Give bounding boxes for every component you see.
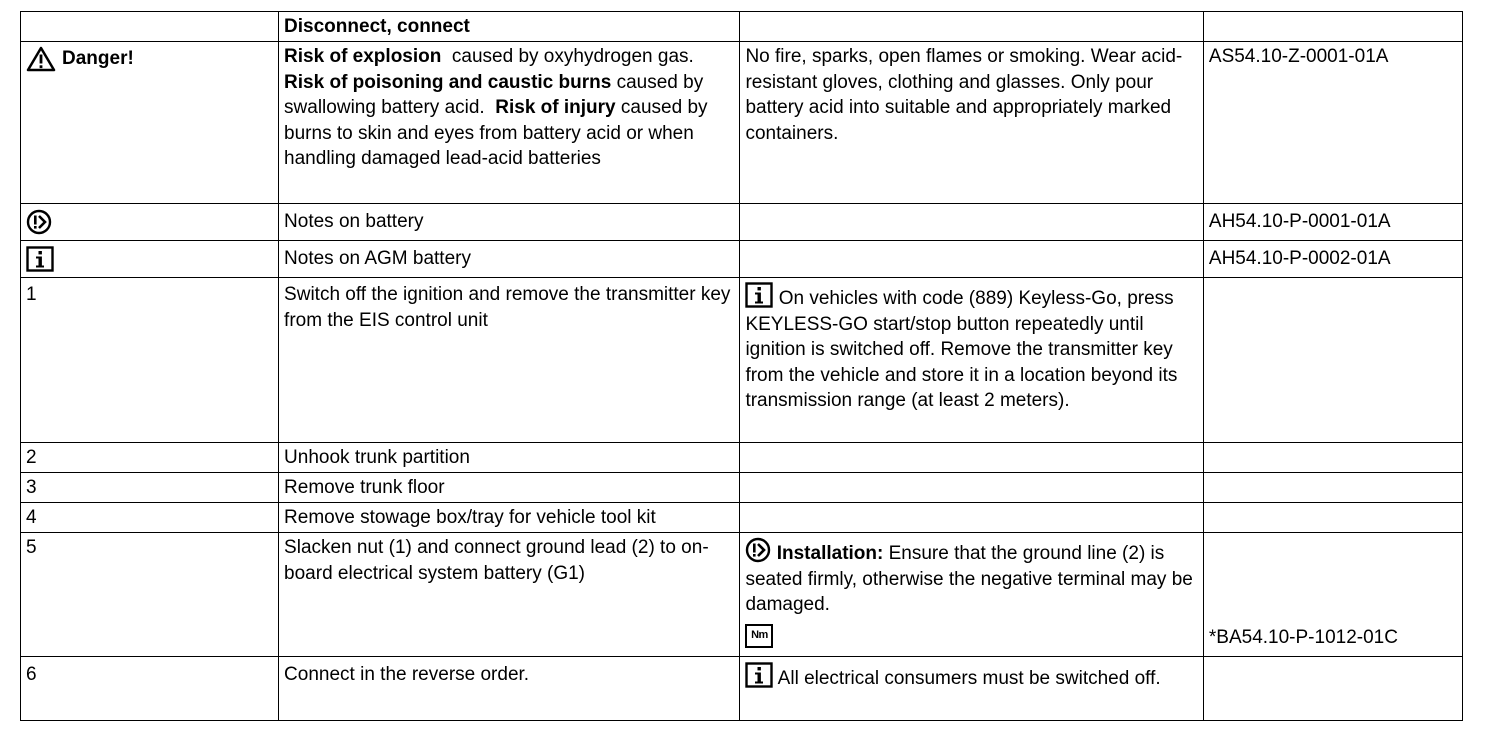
warning-triangle-icon — [26, 46, 56, 72]
step-number: 2 — [21, 443, 279, 473]
step-ref — [1203, 657, 1462, 721]
note-row — [21, 204, 1463, 241]
danger-label: Danger! — [62, 48, 134, 70]
step-action: Unhook trunk partition — [279, 443, 740, 473]
step-ref — [1203, 278, 1462, 443]
step-action: Remove trunk floor — [279, 473, 740, 503]
danger-ref: AS54.10-Z-0001-01A — [1203, 42, 1462, 204]
step-note — [740, 443, 1203, 473]
step-action: Switch off the ignition and remove the transmitter key from the EIS control unit — [279, 278, 740, 443]
header-blank-cell — [21, 12, 279, 42]
note-icon-cell — [21, 241, 279, 278]
info-icon — [745, 662, 773, 688]
procedure-table — [20, 11, 1463, 721]
note-blank-cell — [740, 204, 1203, 241]
note-text: Notes on battery — [279, 204, 740, 241]
step-ref — [1203, 443, 1462, 473]
step-row — [21, 503, 1463, 533]
note-row — [21, 241, 1463, 278]
note-ref: AH54.10-P-0002-01A — [1203, 241, 1462, 278]
step-note — [740, 503, 1203, 533]
danger-row — [21, 42, 1463, 204]
note-blank-cell — [740, 241, 1203, 278]
header-blank-cell — [740, 12, 1203, 42]
note-ref: AH54.10-P-0001-01A — [1203, 204, 1462, 241]
step-row — [21, 278, 1463, 443]
step-note: On vehicles with code (889) Keyless-Go, press KEYLESS-GO start/stop button repeatedly until ignition is switched off. Remove the transmitter key from the vehicle and store it in a location beyond its transmission range (at least 2 meters). — [740, 278, 1203, 443]
note-text: Notes on AGM battery — [279, 241, 740, 278]
step-number: 4 — [21, 503, 279, 533]
step-note: All electrical consumers must be switched off. — [740, 657, 1203, 721]
step-row — [21, 533, 1463, 657]
step-ref — [1203, 473, 1462, 503]
info-icon — [745, 282, 773, 308]
danger-measures: No fire, sparks, open flames or smoking. Wear acid-resistant gloves, clothing and glasses. Only pour battery acid into suitable and appropriately marked containers. — [740, 42, 1203, 204]
step-number: 5 — [21, 533, 279, 657]
step-number: 3 — [21, 473, 279, 503]
step-row — [21, 473, 1463, 503]
torque-icon: Nm — [745, 624, 773, 648]
step-row — [21, 657, 1463, 721]
header-row — [21, 12, 1463, 42]
caution-note-icon — [745, 537, 771, 563]
danger-risks: Risk of explosion caused by oxyhydrogen gas. Risk of poisoning and caustic burns caused by swallowing battery acid. Risk of injury caused by burns to skin and eyes from battery acid or when handling damaged lead-acid batteries — [279, 42, 740, 204]
step-note — [740, 473, 1203, 503]
danger-cell — [21, 42, 279, 204]
info-icon — [26, 246, 54, 272]
step-action: Slacken nut (1) and connect ground lead (2) to on-board electrical system battery (G1) — [279, 533, 740, 657]
step-ref — [1203, 503, 1462, 533]
note-icon-cell — [21, 204, 279, 241]
caution-note-icon — [26, 209, 52, 235]
step-number: 1 — [21, 278, 279, 443]
header-title: Disconnect, connect — [279, 12, 740, 42]
step-ref: *BA54.10-P-1012-01C — [1203, 533, 1462, 657]
step-action: Remove stowage box/tray for vehicle tool kit — [279, 503, 740, 533]
step-row — [21, 443, 1463, 473]
header-blank-cell — [1203, 12, 1462, 42]
step-note: Installation: Ensure that the ground line (2) is seated firmly, otherwise the negative terminal may be damaged. Nm — [740, 533, 1203, 657]
step-number: 6 — [21, 657, 279, 721]
step-action: Connect in the reverse order. — [279, 657, 740, 721]
